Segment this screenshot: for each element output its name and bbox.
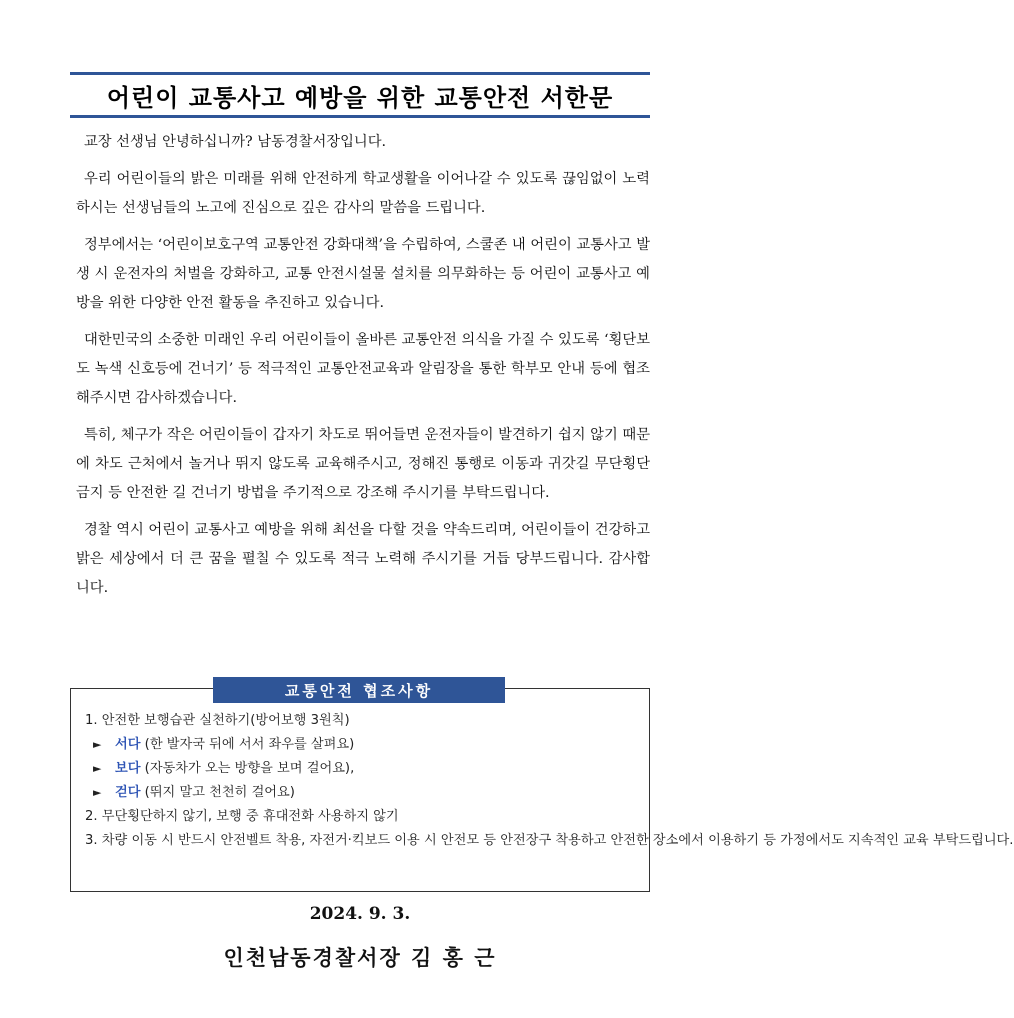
rule-keyword: 서다 [115, 737, 141, 752]
letter-body [76, 128, 650, 611]
signature: 인천남동경찰서장 김 홍 근 [223, 945, 497, 970]
paragraph-emphasis: 특히, 체구가 작은 어린이들이 갑자기 차도로 뛰어들면 운전자들이 발견하기 쉽지 않기 때문에 차도 근처에서 놀거나 뛰지 않도록 교육해주시고, 정해진 통행로 이동과 귀갓길 무단횡단 금지 등 안전한 길 건너기 방법을 주기적으로 강조해 주시기를 부탁드립니다. [76, 427, 650, 501]
rule-walk [85, 781, 637, 805]
notice-item-1: 1. 안전한 보행습관 실천하기(방어보행 3원칙) [85, 713, 350, 728]
letter-date: 2024. 9. 3. [309, 904, 411, 924]
notice-item-3: 3. 차량 이동 시 반드시 안전벨트 착용, 자전거·킥보드 이용 시 안전모 등 안전장구 착용하고 안전한 장소에서 이용하기 등 가정에서도 지속적인 교육 부탁드립니다. [85, 833, 1014, 848]
paragraph-request: 대한민국의 소중한 미래인 우리 어린이들이 올바른 교통안전 의식을 가질 수 있도록 ‘횡단보도 녹색 신호등에 건너기’ 등 적극적인 교통안전교육과 알림장을 통한 학부모 안내 등에 협조해주시면 감사하겠습니다. [76, 332, 650, 406]
paragraph-policy: 정부에서는 ‘어린이보호구역 교통안전 강화대책’을 수립하여, 스쿨존 내 어린이 교통사고 발생 시 운전자의 처벌을 강화하고, 교통 안전시설물 설치를 의무화하는 등 어린이 교통사고 예방을 위한 다양한 안전 활동을 추진하고 있습니다. [76, 237, 650, 311]
title-banner [70, 72, 650, 118]
triangle-right-icon: ► [93, 786, 102, 799]
triangle-right-icon: ► [93, 762, 102, 775]
paragraph-thanks: 우리 어린이들의 밝은 미래를 위해 안전하게 학교생활을 이어나갈 수 있도록 끊임없이 노력하시는 선생님들의 노고에 진심으로 깊은 감사의 말씀을 드립니다. [76, 171, 650, 216]
paragraph-closing: 경찰 역시 어린이 교통사고 예방을 위해 최선을 다할 것을 약속드리며, 어린이들이 건강하고 밝은 세상에서 더 큰 꿈을 펼칠 수 있도록 적극 노력해 주시기를 거듭 당부드립니다. 감사합니다. [76, 522, 650, 596]
notice-list [85, 709, 1014, 853]
rule-keyword: 걷다 [115, 785, 141, 800]
notice-header: 교통안전 협조사항 [213, 677, 505, 703]
paragraph-greeting: 교장 선생님 안녕하십니까? 남동경찰서장입니다. [84, 134, 387, 150]
notice-box [70, 681, 1014, 892]
rule-text: (뛰지 말고 천천히 걸어요) [140, 785, 295, 800]
triangle-right-icon: ► [93, 738, 102, 751]
rule-stand [85, 733, 637, 757]
rule-text: (자동차가 오는 방향을 보며 걸어요), [140, 761, 355, 776]
rule-keyword: 보다 [115, 761, 141, 776]
rule-text: (한 발자국 뒤에 서서 좌우를 살펴요) [140, 737, 355, 752]
page-title: 어린이 교통사고 예방을 위한 교통안전 서한문 [106, 83, 614, 112]
rule-look [85, 757, 637, 781]
notice-item-2: 2. 무단횡단하지 않기, 보행 중 휴대전화 사용하지 않기 [85, 809, 399, 824]
